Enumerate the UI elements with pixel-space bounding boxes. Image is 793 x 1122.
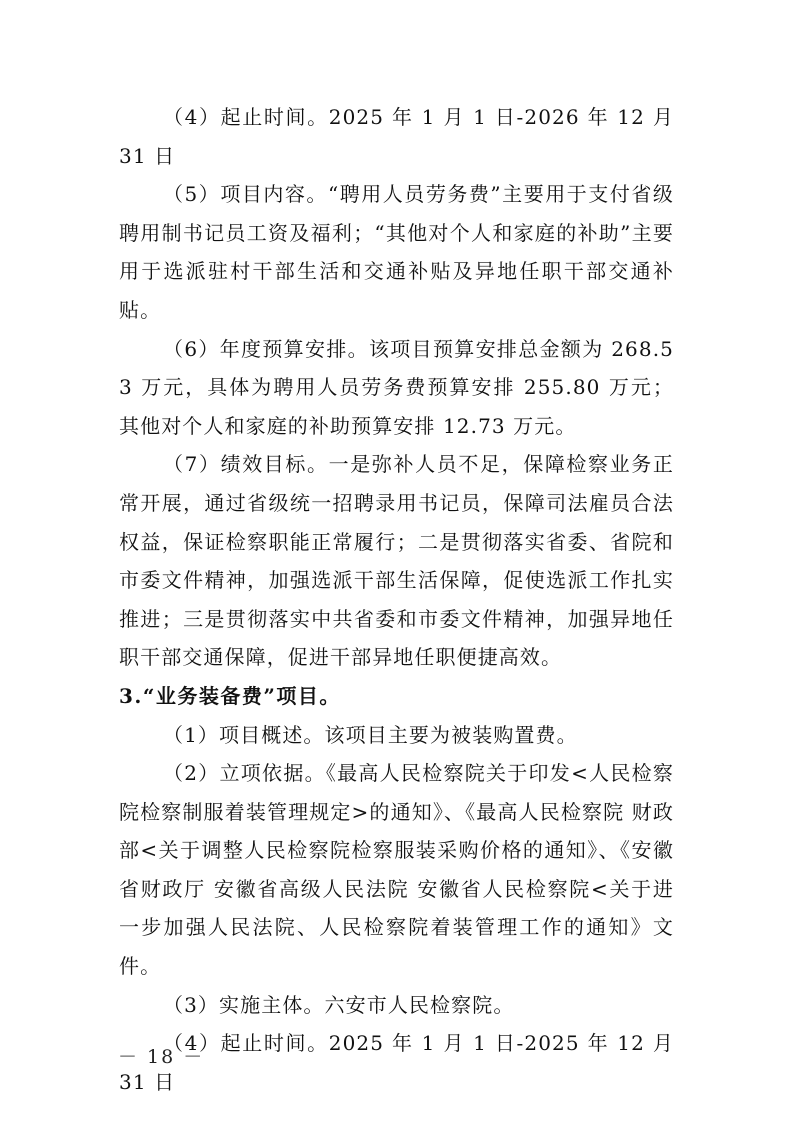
document-body	[119, 98, 674, 1101]
paragraph-start-end-time-2: （4）起止时间。2025 年 1 月 1 日-2025 年 12 月 31 日	[119, 1031, 674, 1094]
paragraph-start-end-time-1: （4）起止时间。2025 年 1 月 1 日-2026 年 12 月 31 日	[119, 105, 674, 168]
paragraph-project-overview: （1）项目概述。该项目主要为被装购置费。	[163, 722, 578, 747]
paragraph-project-content: （5）项目内容。“聘用人员劳务费”主要用于支付省级聘用制书记员工资及福利；“其他对个人和家庭的补助”主要用于选派驻村干部生活和交通补贴及异地任职干部交通补贴。	[119, 182, 674, 322]
paragraph-annual-budget: （6）年度预算安排。该项目预算安排总金额为 268.53 万元，具体为聘用人员劳务费预算安排 255.80 万元；其他对个人和家庭的补助预算安排 12.73 万元。	[119, 336, 674, 438]
section-heading-equipment-fee: 3.“业务装备费”项目。	[119, 683, 341, 708]
paragraph-project-basis: （2）立项依据。《最高人民检察院关于印发<人民检察院检察制服着装管理规定>的通知》、《最高人民检察院 财政部<关于调整人民检察院检察服装采购价格的通知》、《安徽省财政厅 安徽省高级人民法院 安徽省人民检察院<关于进一步加强人民法院、人民检察院着装管理工作的通知》文件。	[119, 761, 674, 979]
paragraph-performance-goals: （7）绩效目标。一是弥补人员不足，保障检察业务正常开展，通过省级统一招聘录用书记员，保障司法雇员合法权益，保证检察职能正常履行；二是贯彻落实省委、省院和市委文件精神，加强选派干部生活保障，促使选派工作扎实推进；三是贯彻落实中共省委和市委文件精神，加强异地任职干部交通保障，促进干部异地任职便捷高效。	[119, 452, 674, 670]
paragraph-implementing-body: （3）实施主体。六安市人民检察院。	[163, 992, 515, 1017]
page-number: － 18 －	[118, 1046, 205, 1068]
